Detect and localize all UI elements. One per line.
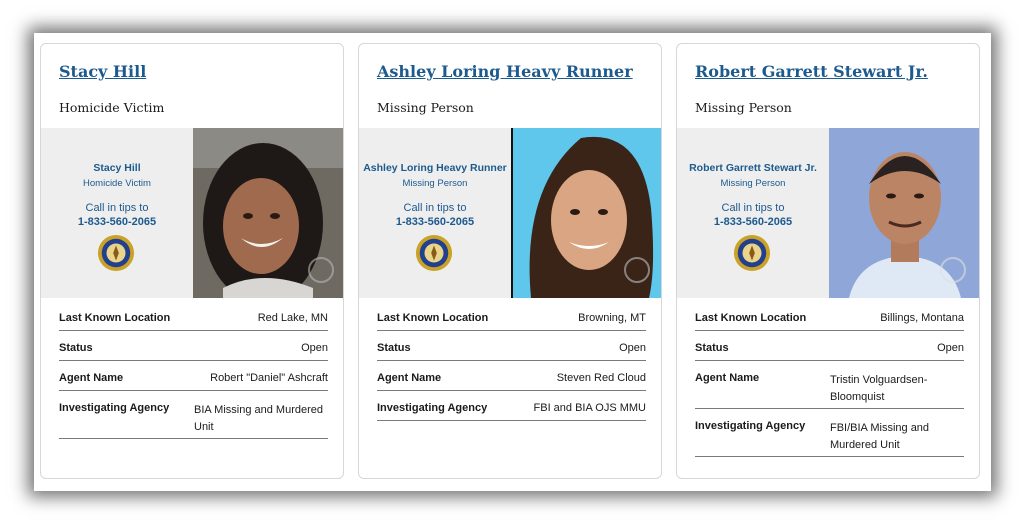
poster-panel xyxy=(41,128,344,298)
detail-value: Open xyxy=(301,342,328,354)
detail-value: Tristin Volguardsen-Bloomquist xyxy=(830,374,928,403)
case-card xyxy=(40,43,344,479)
detail-row-agency xyxy=(695,420,964,457)
agency-seal-icon xyxy=(415,234,453,272)
detail-row-status xyxy=(695,342,964,361)
poster-type: Homicide Victim xyxy=(83,178,151,189)
case-type: Missing Person xyxy=(695,100,792,115)
poster-type: Missing Person xyxy=(402,178,468,189)
detail-value: FBI and BIA OJS MMU xyxy=(533,402,646,414)
detail-row-agent xyxy=(377,372,646,391)
detail-label: Status xyxy=(377,342,411,354)
detail-value: Steven Red Cloud xyxy=(556,372,646,384)
poster-panel xyxy=(359,128,662,298)
detail-value: Browning, MT xyxy=(578,312,646,324)
detail-value: Red Lake, MN xyxy=(257,312,328,324)
case-type: Homicide Victim xyxy=(59,100,165,115)
person-photo xyxy=(193,128,344,298)
detail-label: Investigating Agency xyxy=(377,402,488,414)
poster-name: Stacy Hill xyxy=(93,162,141,174)
detail-row-status xyxy=(59,342,328,361)
poster-tips-label: Call in tips to xyxy=(721,202,785,214)
detail-label: Agent Name xyxy=(59,372,124,384)
detail-label: Status xyxy=(59,342,93,354)
case-details xyxy=(695,312,964,468)
poster-info xyxy=(677,128,829,298)
poster-type: Missing Person xyxy=(720,178,786,189)
poster-tips-label: Call in tips to xyxy=(85,202,149,214)
poster-info xyxy=(359,128,511,298)
detail-row-location xyxy=(695,312,964,331)
detail-value: Open xyxy=(619,342,646,354)
case-name-link[interactable]: Robert Garrett Stewart Jr. xyxy=(695,62,928,81)
case-name-link[interactable]: Ashley Loring Heavy Runner xyxy=(377,62,633,81)
screenshot-frame xyxy=(34,33,991,491)
detail-row-location xyxy=(59,312,328,331)
detail-label: Last Known Location xyxy=(59,312,171,324)
detail-label: Last Known Location xyxy=(377,312,489,324)
detail-value: BIA Missing and Murdered Unit xyxy=(194,404,324,433)
detail-label: Agent Name xyxy=(695,372,760,384)
detail-row-agent xyxy=(59,372,328,391)
detail-value: Open xyxy=(937,342,964,354)
case-details xyxy=(377,312,646,432)
detail-label: Investigating Agency xyxy=(59,402,170,414)
detail-row-agency xyxy=(377,402,646,421)
case-card xyxy=(676,43,980,479)
detail-value: FBI/BIA Missing and Murdered Unit xyxy=(830,422,930,451)
poster-info xyxy=(41,128,193,298)
agency-seal-icon xyxy=(97,234,135,272)
poster-phone[interactable]: 1-833-560-2065 xyxy=(395,216,475,228)
detail-label: Status xyxy=(695,342,729,354)
detail-label: Agent Name xyxy=(377,372,442,384)
detail-label: Last Known Location xyxy=(695,312,807,324)
case-name-link[interactable]: Stacy Hill xyxy=(59,62,147,81)
detail-row-agent xyxy=(695,372,964,409)
detail-value: Robert "Daniel" Ashcraft xyxy=(210,372,328,384)
person-photo xyxy=(829,128,980,298)
poster-tips-label: Call in tips to xyxy=(403,202,467,214)
case-details xyxy=(59,312,328,450)
detail-row-agency xyxy=(59,402,328,439)
detail-label: Investigating Agency xyxy=(695,420,806,432)
detail-row-location xyxy=(377,312,646,331)
poster-phone[interactable]: 1-833-560-2065 xyxy=(713,216,793,228)
case-card xyxy=(358,43,662,479)
poster-name: Robert Garrett Stewart Jr. xyxy=(689,162,817,174)
poster-name: Ashley Loring Heavy Runner xyxy=(363,162,507,174)
poster-phone[interactable]: 1-833-560-2065 xyxy=(77,216,157,228)
person-photo xyxy=(511,128,662,298)
detail-value: Billings, Montana xyxy=(880,312,964,324)
poster-panel xyxy=(677,128,980,298)
agency-seal-icon xyxy=(733,234,771,272)
case-type: Missing Person xyxy=(377,100,474,115)
detail-row-status xyxy=(377,342,646,361)
